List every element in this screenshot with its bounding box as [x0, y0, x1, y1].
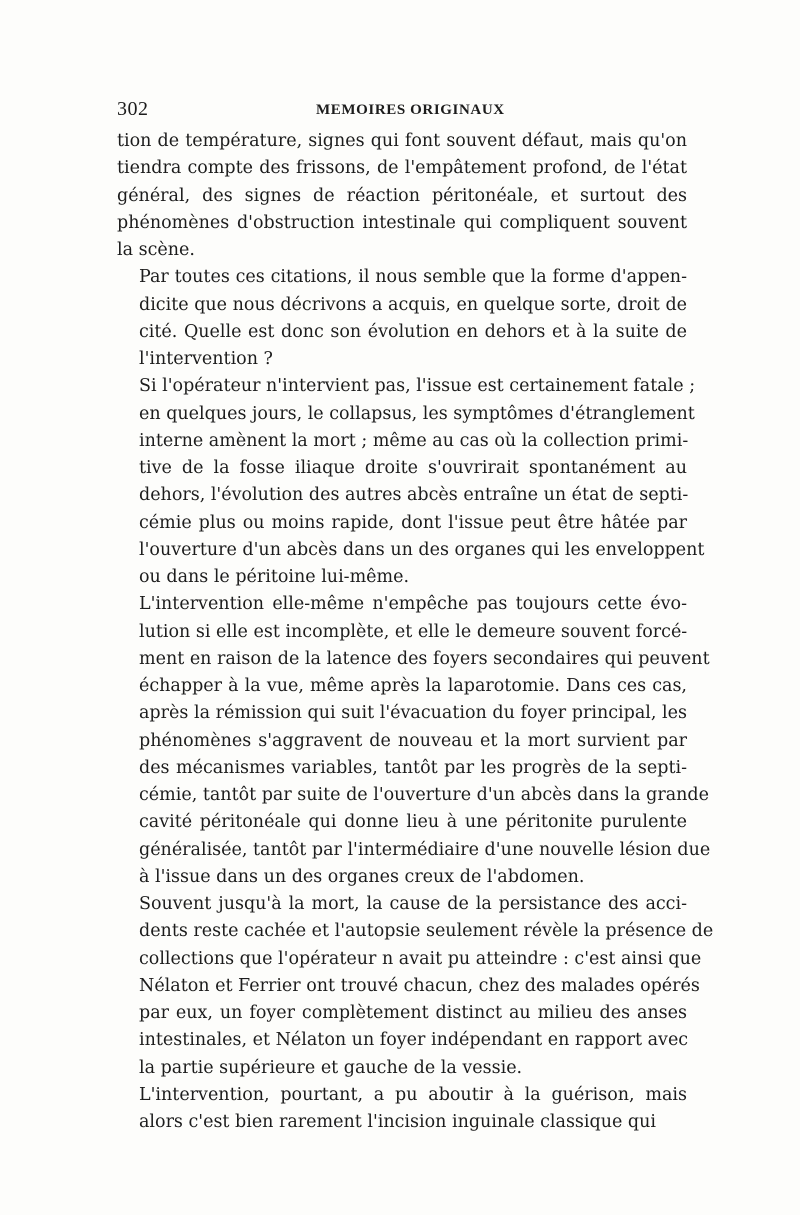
text-line: alors c'est bien rarement l'incision inguinale classique qui — [139, 1112, 656, 1132]
paragraph — [117, 373, 705, 591]
text-line: généralisée, tantôt par l'intermédiaire d'une nouvelle lésion due — [139, 839, 711, 860]
text-line: en quelques jours, le collapsus, les symptômes d'étranglement — [139, 403, 695, 424]
text-line: L'intervention elle-même n'empêche pas toujours cette évo- — [139, 594, 687, 615]
text-line: cémie plus ou moins rapide, dont l'issue peut être hâtée par — [139, 512, 687, 533]
text-line: l'intervention ? — [139, 349, 273, 369]
text-line: L'intervention, pourtant, a pu aboutir à la guérison, mais — [139, 1084, 687, 1105]
page-number: 302 — [117, 98, 149, 120]
text-line: phénomènes s'aggravent de nouveau et la mort survient par — [139, 730, 687, 751]
text-line: des mécanismes variables, tantôt par les progrès de la septi- — [139, 757, 687, 778]
text-line: l'ouverture d'un abcès dans un des organes qui les enveloppent — [139, 539, 705, 560]
paragraph — [117, 1082, 687, 1137]
body-text — [117, 128, 714, 1136]
text-line: tion de température, signes qui font souvent défaut, mais qu'on — [117, 131, 687, 151]
paragraph — [117, 264, 687, 373]
text-line: dents reste cachée et l'autopsie seulement révèle la présence de — [139, 921, 714, 942]
running-head — [117, 98, 687, 124]
text-line: dehors, l'évolution des autres abcès entraîne un état de septi- — [139, 485, 689, 506]
text-line: collections que l'opérateur n avait pu atteindre : c'est ainsi que — [139, 948, 702, 969]
text-line: lution si elle est incomplète, et elle le demeure souvent forcé- — [139, 621, 688, 642]
text-line: la partie supérieure et gauche de la vessie. — [139, 1057, 523, 1078]
text-line: par eux, un foyer complètement distinct au milieu des anses — [139, 1003, 687, 1023]
text-line: la scène. — [117, 240, 195, 260]
text-line: intestinales, et Nélaton un foyer indépendant en rapport avec — [139, 1030, 689, 1051]
text-line: à l'issue dans un des organes creux de l'abdomen. — [139, 866, 585, 887]
text-line: interne amènent la mort ; même au cas où la collection primi- — [139, 430, 689, 451]
running-title: MEMOIRES ORIGINAUX — [316, 102, 505, 118]
text-line: ment en raison de la latence des foyers secondaires qui peuvent — [139, 648, 710, 669]
text-line: Souvent jusqu'à la mort, la cause de la persistance des acci- — [139, 894, 687, 914]
text-line: Par toutes ces citations, il nous semble que la forme d'appen- — [139, 267, 687, 288]
text-line: phénomènes d'obstruction intestinale qui compliquent souvent — [117, 212, 687, 233]
text-line: ou dans le péritoine lui-même. — [139, 567, 410, 587]
text-line: après la rémission qui suit l'évacuation du foyer principal, les — [139, 703, 687, 724]
text-line: Si l'opérateur n'intervient pas, l'issue est certainement fatale ; — [139, 376, 696, 397]
paragraph — [117, 128, 687, 264]
text-line: échapper à la vue, même après la laparotomie. Dans ces cas, — [139, 676, 687, 696]
paragraph — [117, 891, 714, 1082]
text-line: général, des signes de réaction péritonéale, et surtout des — [117, 185, 687, 206]
text-line: tiendra compte des frissons, de l'empâtement profond, de l'état — [117, 158, 687, 179]
text-line: cémie, tantôt par suite de l'ouverture d'un abcès dans la grande — [139, 785, 709, 805]
text-line: cavité péritonéale qui donne lieu à une péritonite purulente — [139, 812, 687, 833]
paragraph — [117, 591, 711, 891]
text-line: Nélaton et Ferrier ont trouvé chacun, chez des malades opérés — [139, 975, 700, 996]
text-line: cité. Quelle est donc son évolution en dehors et à la suite de — [139, 321, 687, 342]
text-line: dicite que nous décrivons a acquis, en quelque sorte, droit de — [139, 294, 687, 315]
text-line: tive de la fosse iliaque droite s'ouvrirait spontanément au — [139, 458, 687, 478]
